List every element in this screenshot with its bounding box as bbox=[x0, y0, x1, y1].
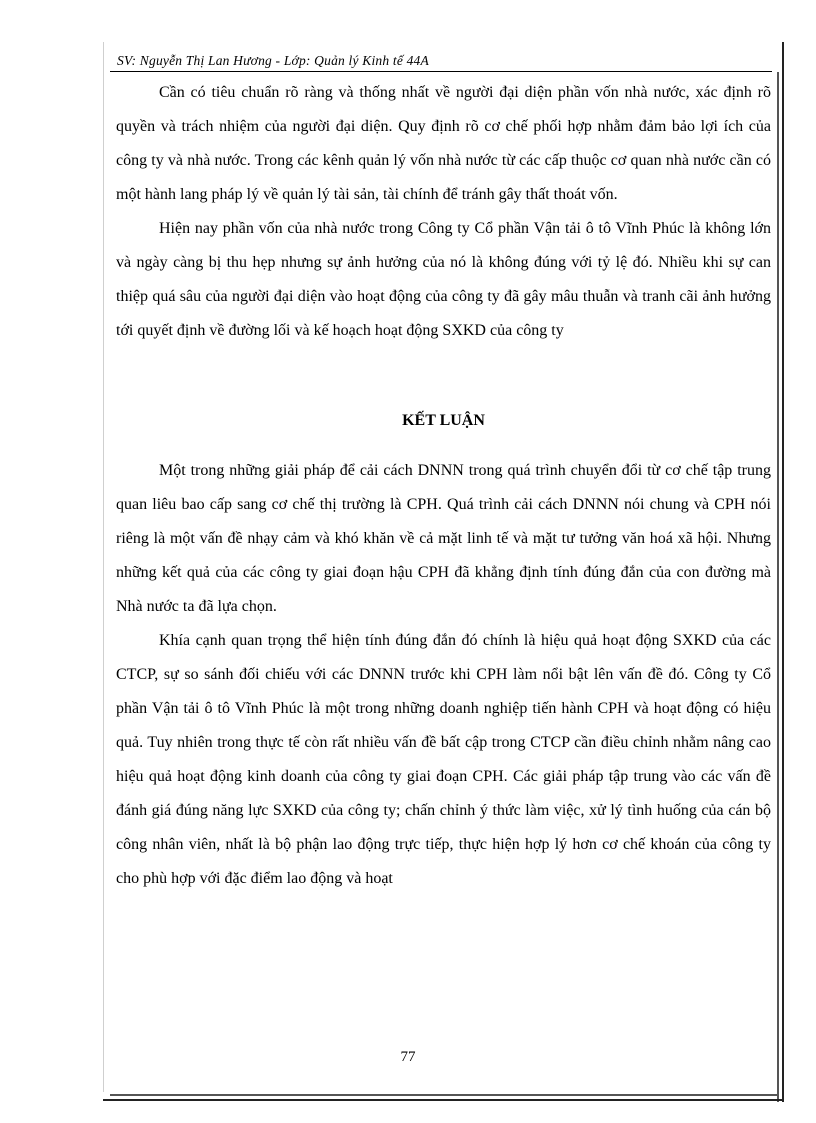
page-border-right-inner bbox=[777, 72, 779, 1102]
paragraph: Cần có tiêu chuẩn rõ ràng và thống nhất về người đại diện phần vốn nhà nước, xác định rõ quyền và trách nhiệm của người đại diện. Quy định rõ cơ chế phối hợp nhằm đảm bảo lợi ích của công ty và nhà nước. Trong các kênh quản lý vốn nhà nước từ các cấp thuộc cơ quan nhà nước cần có một hành lang pháp lý về quản lý tài sản, tài chính để tránh gây thất thoát vốn. bbox=[116, 84, 771, 203]
page-border-bottom bbox=[103, 1099, 784, 1101]
page-border-bottom-inner bbox=[110, 1094, 779, 1096]
paragraph: Một trong những giải pháp để cải cách DNNN trong quá trình chuyển đổi từ cơ chế tập trung quan liêu bao cấp sang cơ chế thị trường là CPH. Quá trình cải cách DNNN nói chung và CPH nói riêng là một vấn đề nhạy cảm và khó khăn về cả mặt linh tế và mặt tư tưởng văn hoá xã hội. Nhưng những kết quả của các công ty giai đoạn hậu CPH đã khẳng định tính đúng đắn của con đường mà Nhà nước ta đã lựa chọn. bbox=[116, 462, 771, 615]
paragraph: Khía cạnh quan trọng thể hiện tính đúng đắn đó chính là hiệu quả hoạt động SXKD của các CTCP, sự so sánh đối chiếu với các DNNN trước khi CPH làm nổi bật lên vấn đề đó. Công ty Cổ phần Vận tải ô tô Vĩnh Phúc là một trong những doanh nghiệp tiến hành CPH và hoạt động có hiệu quả. Tuy nhiên trong thực tế còn rất nhiều vấn đề bất cập trong CTCP cần điều chỉnh nhằm nâng cao hiệu quả hoạt động kinh doanh của công ty giai đoạn CPH. Các giải pháp tập trung vào các vấn đề đánh giá đúng năng lực SXKD của công ty; chấn chỉnh ý thức làm việc, xử lý tình huống của cán bộ công nhân viên, nhất là bộ phận lao động trực tiếp, thực hiện hợp lý hơn cơ chế khoán của công ty cho phù hợp với đặc điểm lao động và hoạt bbox=[116, 632, 771, 887]
page-border-right bbox=[782, 42, 784, 1102]
header-divider bbox=[110, 71, 772, 72]
paragraph: Hiện nay phần vốn của nhà nước trong Công ty Cổ phần Vận tải ô tô Vĩnh Phúc là không lớn và ngày càng bị thu hẹp nhưng sự ảnh hưởng của nó là không đúng với tỷ lệ đó. Nhiều khi sự can thiệp quá sâu của người đại diện vào hoạt động của công ty đã gây mâu thuẫn và tranh cãi ảnh hưởng tới quyết định về đường lối và kế hoạch hoạt động SXKD của công ty bbox=[116, 220, 771, 339]
document-body bbox=[116, 76, 771, 896]
page-number: 77 bbox=[400, 1049, 416, 1065]
page-border-left bbox=[103, 42, 104, 1092]
page-header: SV: Nguyễn Thị Lan Hương - Lớp: Quản lý Kinh tế 44A bbox=[117, 53, 429, 68]
section-heading: KẾT LUẬN bbox=[402, 412, 485, 429]
